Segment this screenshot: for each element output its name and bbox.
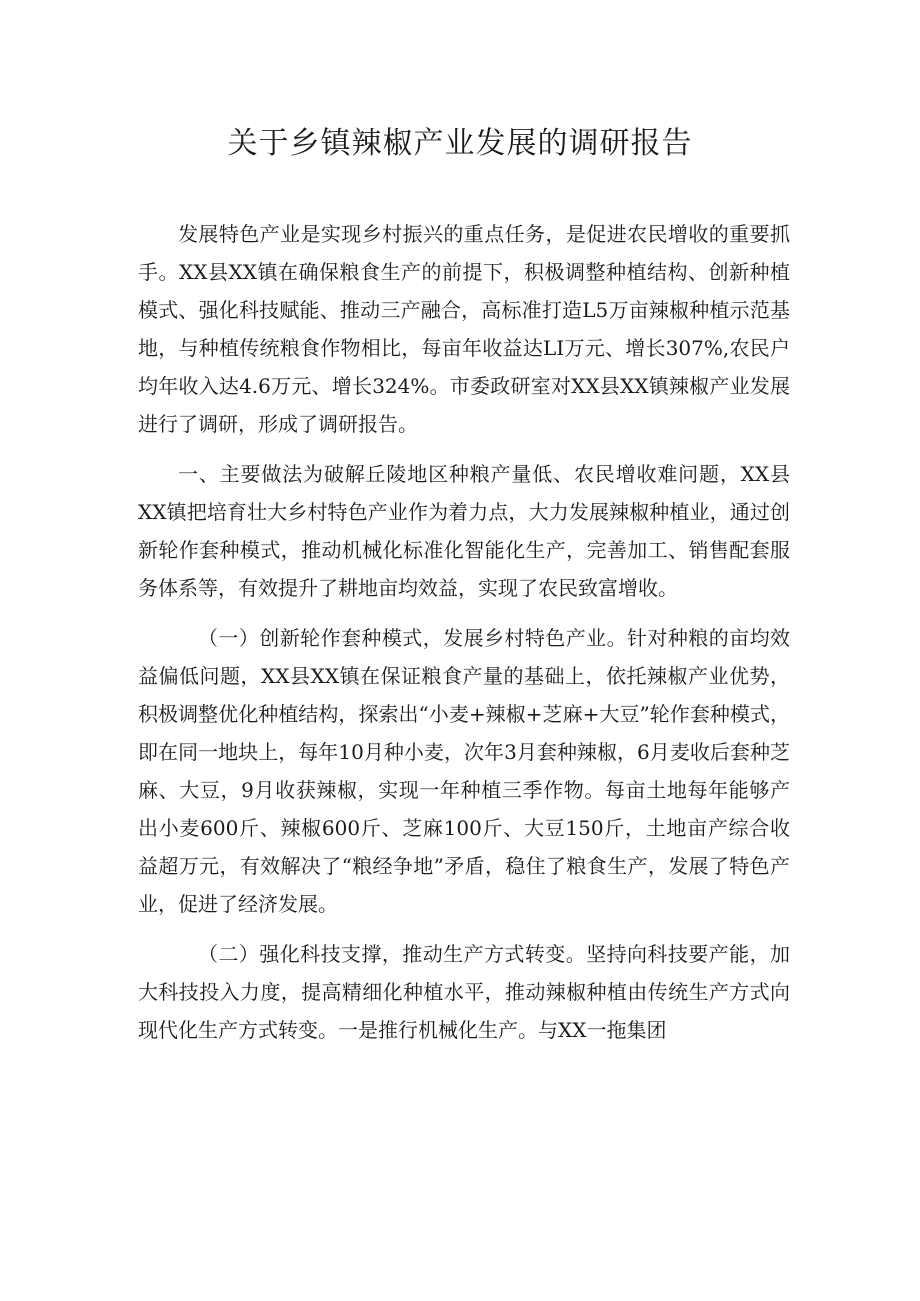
document-body (138, 215, 790, 1061)
document-title: 关于乡镇辣椒产业发展的调研报告 (227, 126, 693, 161)
subsection-2-paragraph: （二）强化科技支撑，推动生产方式转变。坚持向科技要产能，加大科技投入力度，提高精细化种植水平，推动辣椒种植由传统生产方式向现代化生产方式转变。一是推行机械化生产。与XX一拖集团 (138, 942, 790, 1042)
intro-paragraph: 发展特色产业是实现乡村振兴的重点任务，是促进农民增收的重要抓手。XX县XX镇在确保粮食生产的前提下，积极调整种植结构、创新种植模式、强化科技赋能、推动三产融合，高标准打造L5万亩辣椒种植示范基地，与种植传统粮食作物相比，每亩年收益达LI万元、增长307%,农民户均年收入达4.6万元、增长324%。市委政研室对XX县XX镇辣椒产业发展进行了调研，形成了调研报告。 (138, 222, 790, 436)
section-main-practices-paragraph: 一、主要做法为破解丘陵地区种粮产量低、农民增收难问题，XX县XX镇把培育壮大乡村特色产业作为着力点，大力发展辣椒种植业，通过创新轮作套种模式，推动机械化标准化智能化生产，完善加工、销售配套服务体系等，有效提升了耕地亩均效益，实现了农民致富增收。 (138, 462, 790, 600)
subsection-1-paragraph: （一）创新轮作套种模式，发展乡村特色产业。针对种粮的亩均效益偏低问题，XX县XX镇在保证粮食产量的基础上，依托辣椒产业优势，积极调整优化种植结构，探索出“小麦+辣椒+芝麻+大豆”轮作套种模式，即在同一地块上，每年10月种小麦，次年3月套种辣椒，6月麦收后套种芝麻、大豆，9月收获辣椒，实现一年种植三季作物。每亩土地每年能够产出小麦600斤、辣椒600斤、芝麻100斤、大豆150斤，土地亩产综合收益超万元，有效解决了“粮经争地”矛盾，稳住了粮食生产，发展了特色产业，促进了经济发展。 (138, 626, 790, 916)
